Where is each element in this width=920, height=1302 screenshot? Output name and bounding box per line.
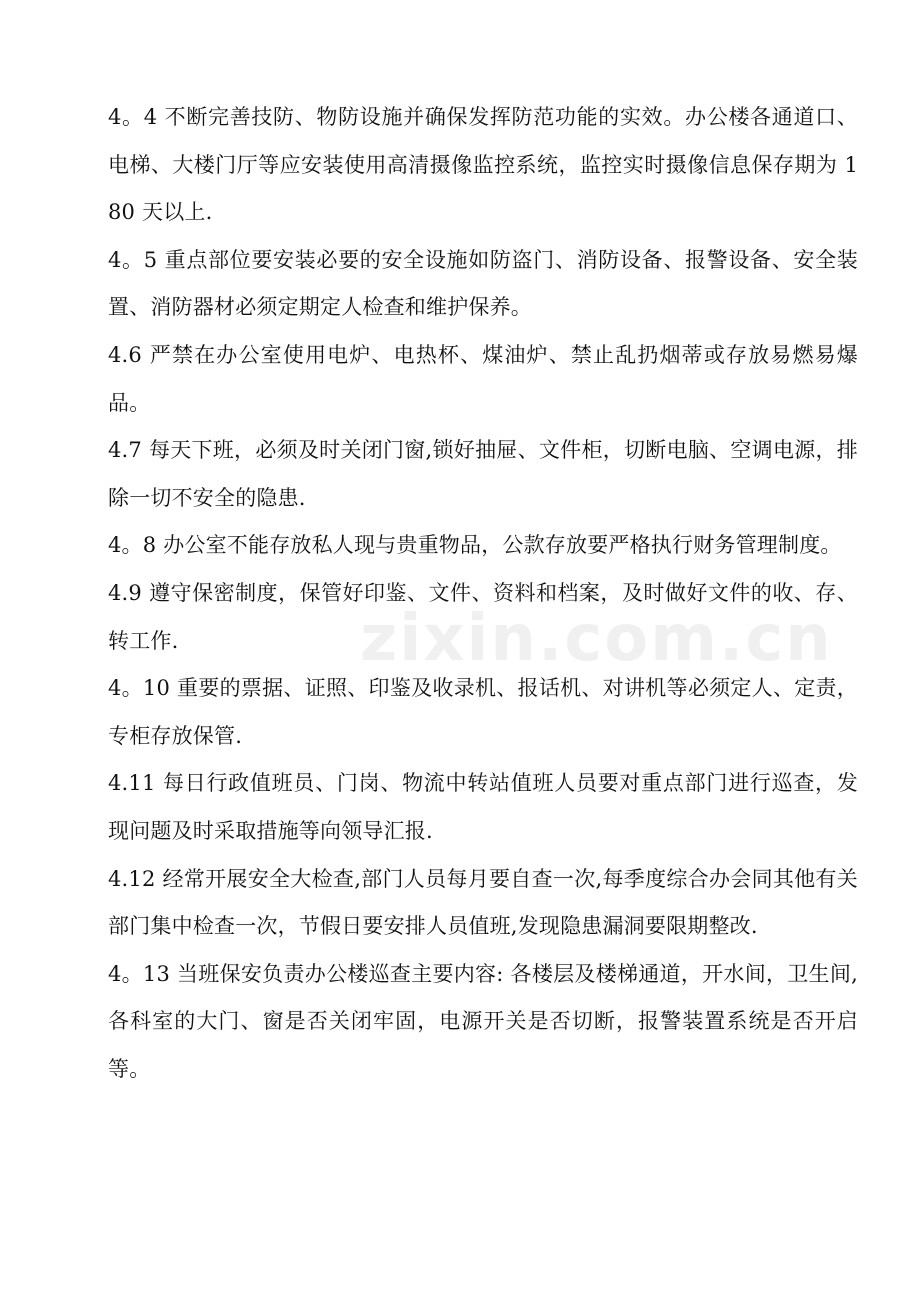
document-body [108, 94, 858, 1093]
paragraph-4-6: 4.6 严禁在办公室使用电炉、电热杯、煤油炉、禁止乱扔烟蒂或存放易燃易爆品。 [108, 342, 858, 415]
paragraph-4-8: 4。8 办公室不能存放私人现与贵重物品，公款存放要严格执行财务管理制度。 [108, 533, 842, 558]
paragraph-4-5: 4。5 重点部位要安装必要的安全设施如防盗门、消防设备、报警设备、安全装置、消防器材必须定期定人检查和维护保养。 [108, 247, 858, 320]
paragraph-4-4: 4。4 不断完善技防、物防设施并确保发挥防范功能的实效。办公楼各通道口、电梯、大楼门厅等应安装使用高清摄像监控系统，监控实时摄像信息保存期为 180 天以上. [108, 105, 858, 225]
paragraph-4-12: 4.12 经常开展安全大检查,部门人员每月要自查一次,每季度综合办会同其他有关部门集中检查一次，节假日要安排人员值班,发现隐患漏洞要限期整改. [108, 866, 858, 939]
paragraph-4-11: 4.11 每日行政值班员、门岗、物流中转站值班人员要对重点部门进行巡查，发现问题及时采取措施等向领导汇报. [108, 771, 858, 843]
paragraph-4-9: 4.9 遵守保密制度，保管好印鉴、文件、资料和档案，及时做好文件的收、存、转工作. [108, 580, 858, 653]
paragraph-4-10: 4。10 重要的票据、证照、印鉴及收录机、报话机、对讲机等必须定人、定责，专柜存放保管. [108, 676, 858, 748]
paragraph-4-13: 4。13 当班保安负责办公楼巡查主要内容: 各楼层及楼梯通道，开水间，卫生间,各科室的大门、窗是否关闭牢固，电源开关是否切断，报警装置系统是否开启等。 [108, 961, 858, 1081]
watermark: zixin.com.cn [360, 602, 833, 676]
paragraph-4-7: 4.7 每天下班，必须及时关闭门窗,锁好抽屉、文件柜，切断电脑、空调电源，排除一切不安全的隐患. [108, 438, 858, 510]
